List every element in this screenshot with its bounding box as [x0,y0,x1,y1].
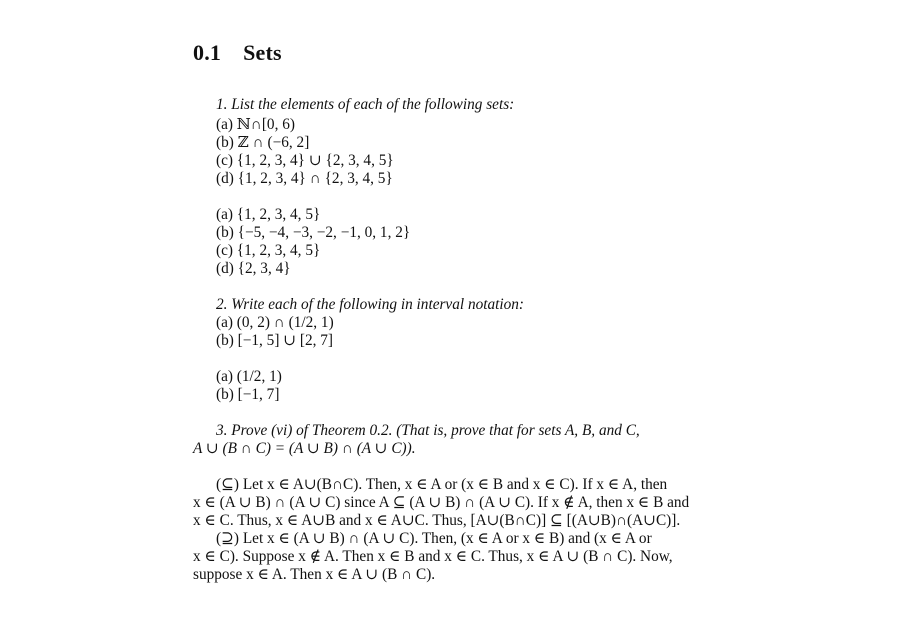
proof-line-6: suppose x ∈ A. Then x ∈ A ∪ (B ∩ C). [193,566,436,583]
problem-1-answer-b: (b) {−5, −4, −3, −2, −1, 0, 1, 2} [216,224,411,241]
problem-2-answer-a: (a) (1/2, 1) [216,368,282,385]
section-heading [193,40,282,66]
proof-line-1: (⊆) Let x ∈ A∪(B∩C). Then, x ∈ A or (x ∈ B and x ∈ C). If x ∈ A, then [216,476,668,493]
problem-2-item-b: (b) [−1, 5] ∪ [2, 7] [216,332,334,349]
problem-1-answer-a: (a) {1, 2, 3, 4, 5} [216,206,321,223]
proof-line-5: x ∈ C). Suppose x ∉ A. Then x ∈ B and x ∈ C. Thus, x ∈ A ∪ (B ∩ C). Now, [193,548,673,565]
problem-2-item-a: (a) (0, 2) ∩ (1/2, 1) [216,314,334,331]
proof-line-3: x ∈ C. Thus, x ∈ A∪B and x ∈ A∪C. Thus, [A∪(B∩C)] ⊆ [(A∪B)∩(A∪C)]. [193,512,681,529]
problem-1-answer-c: (c) {1, 2, 3, 4, 5} [216,242,321,259]
problem-2-answer-b: (b) [−1, 7] [216,386,280,403]
section-number: 0.1 [193,40,222,65]
problem-1-prompt: 1. List the elements of each of the following sets: [216,96,515,113]
problem-3-prompt-line-2: A ∪ (B ∩ C) = (A ∪ B) ∩ (A ∪ C)). [193,440,416,457]
problem-1-item-d: (d) {1, 2, 3, 4} ∩ {2, 3, 4, 5} [216,170,393,187]
section-title: Sets [243,40,282,65]
problem-1-item-a: (a) ℕ∩[0, 6) [216,116,295,133]
proof-line-4: (⊇) Let x ∈ (A ∪ B) ∩ (A ∪ C). Then, (x ∈ A or x ∈ B) and (x ∈ A or [216,530,652,547]
problem-2-prompt: 2. Write each of the following in interval notation: [216,296,525,313]
proof-line-2: x ∈ (A ∪ B) ∩ (A ∪ C) since A ⊆ (A ∪ B) ∩ (A ∪ C). If x ∉ A, then x ∈ B and [193,494,690,511]
problem-1-item-b: (b) ℤ ∩ (−6, 2] [216,134,310,151]
problem-1-item-c: (c) {1, 2, 3, 4} ∪ {2, 3, 4, 5} [216,152,394,169]
problem-3-prompt-line-1: 3. Prove (vi) of Theorem 0.2. (That is, prove that for sets A, B, and C, [216,422,640,439]
problem-1-answer-d: (d) {2, 3, 4} [216,260,291,277]
